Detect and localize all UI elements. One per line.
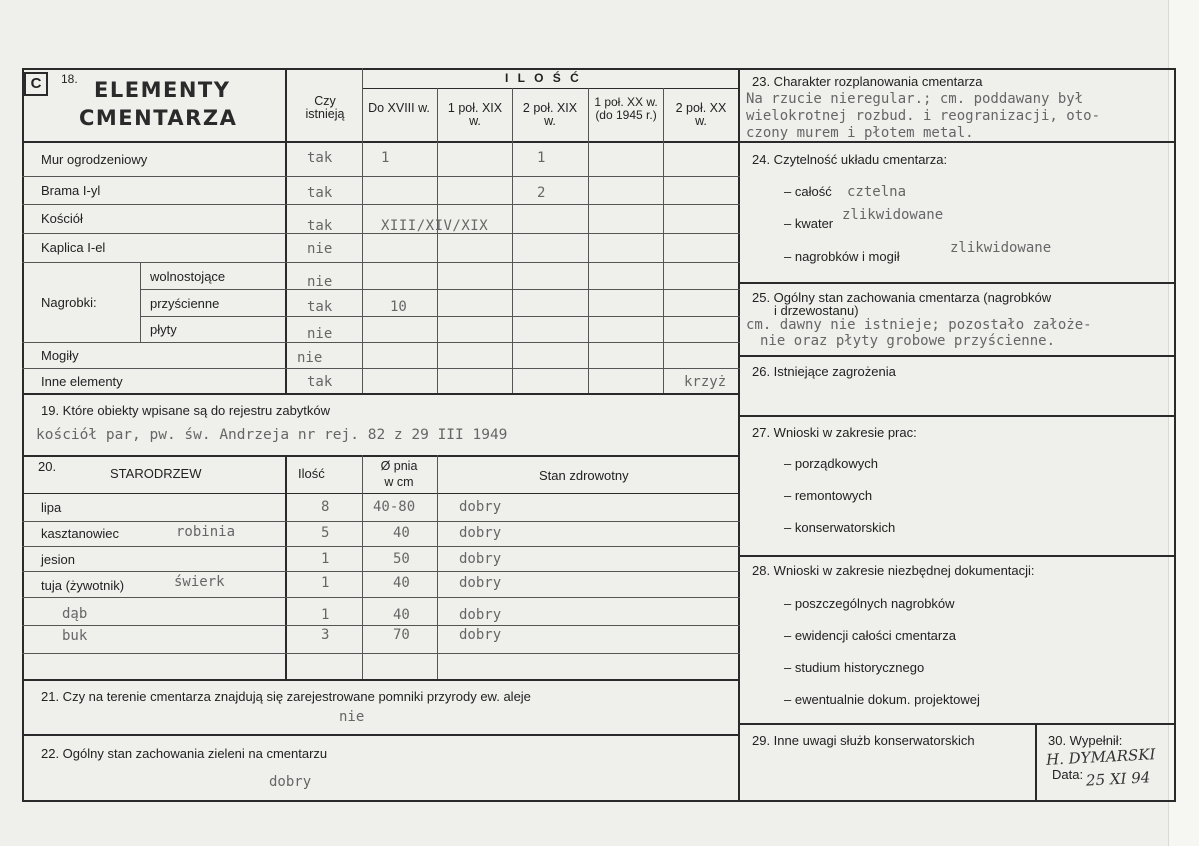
s24-item-value: zlikwidowane [842,207,944,223]
tree-count: 3 [321,627,330,643]
col-1pol-xix: 1 poł. XIX w. [447,101,503,128]
tree-state: dobry [459,607,502,623]
frame-middle [738,68,740,802]
tree-diameter: 40 [393,607,410,623]
row-exists: tak [307,185,333,201]
s20-col-ilosc: Ilość [298,466,325,481]
col-do-xviii: Do XVIII w. [368,101,430,115]
s25-line: cm. dawny nie istnieje; pozostało założe- [746,317,1092,333]
card-edge [1168,0,1199,846]
frame-left [22,68,24,802]
s28-item: – ewentualnie dokum. projektowej [784,692,980,707]
row-label: przyścienne [150,296,220,311]
row-exists: tak [307,299,333,315]
tree-state: dobry [459,627,502,643]
tree-diameter: 40-80 [373,499,416,515]
tree-diameter: 50 [393,551,410,567]
s24-item-label: – kwater [784,216,834,231]
s28-item: – ewidencji całości cmentarza [784,628,956,643]
s23-line: wielokrotnej rozbud. i reogranizacji, oto- [746,108,1101,124]
s23-line: Na rzucie nieregular.; cm. poddawany był [746,91,1084,107]
s28-item: – studium historycznego [784,660,925,675]
row-value: 10 [390,299,407,315]
s22-value: dobry [269,774,312,790]
s27-item: – konserwatorskich [784,520,896,535]
tree-count: 1 [321,607,330,623]
tree-name: tuja (żywotnik) [41,578,125,593]
row-label: płyty [150,322,177,337]
s27-item: – porządkowych [784,456,878,471]
s30-date-label: Data: [1052,767,1084,782]
s19-top [22,393,740,395]
s20-col-pnia-2: w cm [384,475,414,489]
s27-item: – remontowych [784,488,873,503]
tree-name: lipa [41,500,62,515]
s25-label-2: i drzewostanu) [774,303,859,318]
s30-label: 30. Wypełnił: [1048,733,1123,748]
title-elementy: ELEMENTY [94,78,231,102]
s28-item: – poszczególnych nagrobków [784,596,955,611]
tree-extra: robinia [176,524,236,540]
s30-date: 25 XI 94 [1085,768,1151,790]
s27-label: 27. Wnioski w zakresie prac: [752,425,917,440]
s28-label: 28. Wnioski w zakresie niezbędnej dokumentacji: [752,563,1035,578]
tree-name: buk [62,628,88,644]
s21-value: nie [339,709,365,725]
row-label: Inne elementy [41,374,123,389]
tree-diameter: 40 [393,575,410,591]
tree-diameter: 40 [393,525,410,541]
row-value: 2 [537,185,546,201]
row-span-value: XIII/XIV/XIX [381,218,489,234]
row-exists: nie [307,326,333,342]
s29-label: 29. Inne uwagi służb konserwatorskich [752,733,975,748]
s19-value: kościół par, pw. św. Andrzeja nr rej. 82 z 29 III 1949 [36,427,508,443]
frame-bottom [22,800,1176,802]
col-2pol-xx: 2 poł. XX w. [675,101,727,128]
s21-label: 21. Czy na terenie cmentarza znajdują się zarejestrowane pomniki przyrody ew. aleje [41,689,531,704]
row-label: Kaplica I-el [41,240,106,255]
card-letter-box: C [24,72,48,96]
col-2pol-xix: 2 poł. XIX w. [522,101,578,128]
row-label: Brama I-yl [41,183,101,198]
tree-diameter: 70 [393,627,410,643]
s23-label: 23. Charakter rozplanowania cmentarza [752,74,983,89]
row-value: krzyż [684,374,727,390]
row-exists: nie [307,274,333,290]
tree-state: dobry [459,525,502,541]
row-value: 1 [537,150,546,166]
s20-title: STARODRZEW [110,466,202,481]
tree-count: 8 [321,499,330,515]
section-18-number: 18. [61,72,78,86]
tree-state: dobry [459,575,502,591]
s25-line: nie oraz płyty grobowe przyścienne. [760,333,1056,349]
s24-item-value: zlikwidowane [950,240,1052,256]
tree-state: dobry [459,499,502,515]
row-label: wolnostojące [150,269,226,284]
tree-name: kasztanowiec [41,526,120,541]
s22-label: 22. Ogólny stan zachowania zieleni na cmentarzu [41,746,328,761]
row-value: 1 [381,150,390,166]
row-exists: tak [307,150,333,166]
s20-col-pnia-1: Ø pnia [380,459,418,473]
tree-name: jesion [41,552,75,567]
tree-state: dobry [459,551,502,567]
nagrobki-group-label: Nagrobki: [41,295,97,310]
s25-label: 25. Ogólny stan zachowania cmentarza (nagrobków [752,290,1052,305]
s24-item-value: cztelna [847,184,907,200]
s24-item-label: – całość [784,184,832,199]
col-czy-header: Czy istnieją [305,94,345,121]
tree-name: dąb [62,606,88,622]
ilosc-header: I L O Ś Ć [505,71,582,85]
title-cmentarza: CMENTARZA [79,106,238,130]
s30-name: H. DYMARSKI [1045,745,1156,769]
col-1pol-xx: 1 poł. XX w. (do 1945 r.) [594,95,658,122]
tree-count: 1 [321,575,330,591]
s24-item-label: – nagrobków i mogił [784,249,900,264]
elements-header-line [22,141,740,143]
s19-label: 19. Które obiekty wpisane są do rejestru zabytków [41,403,331,418]
s20-top [22,455,740,457]
col-czy [285,68,287,394]
ilosc-line [362,88,740,89]
s20-number: 20. [38,459,57,474]
tree-extra: świerk [174,574,225,590]
row-exists: tak [307,218,333,234]
row-label: Mogiły [41,348,79,363]
row-exists: nie [297,350,323,366]
frame-right [1174,68,1176,802]
row-exists: tak [307,374,333,390]
tree-count: 5 [321,525,330,541]
row-exists: nie [307,241,333,257]
s23-line: czony murem i płotem metal. [746,125,974,141]
s20-col-stan: Stan zdrowotny [539,468,629,483]
row-label: Kościół [41,211,83,226]
row-label: Mur ogrodzeniowy [41,152,148,167]
tree-count: 1 [321,551,330,567]
frame-top [22,68,1176,70]
s24-label: 24. Czytelność układu cmentarza: [752,152,948,167]
s26-label: 26. Istniejące zagrożenia [752,364,896,379]
